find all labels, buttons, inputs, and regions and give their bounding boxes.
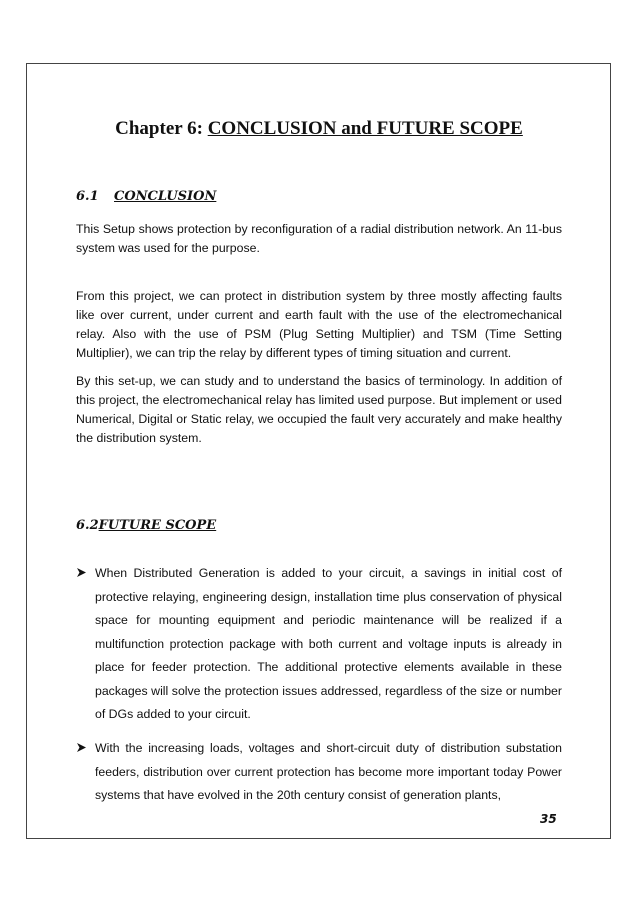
chapter-title-text: CONCLUSION and FUTURE SCOPE <box>207 118 523 139</box>
section-heading-future-scope <box>76 518 216 533</box>
paragraph: This Setup shows protection by reconfiguration of a radial distribution network. An 11-bus system was used for the purpose. <box>76 222 562 255</box>
list-item-text: When Distributed Generation is added to your circuit, a savings in initial cost of protective relaying, engineering design, installation time plus conservation of physical space for mounting equipment and periodic maintenance will be realized if a multifunction protection package with both current and voltage inputs is already in place for feeder protection. The additional protective elements available in these packages will solve the protection issues addressed, regardless of the size or number of DGs added to your circuit. <box>95 566 562 721</box>
section-number: 6.1 <box>76 189 99 204</box>
section-heading-conclusion <box>76 189 216 204</box>
section-title: CONCLUSION <box>114 189 217 204</box>
page-number: 35 <box>540 812 557 826</box>
paragraph: By this set-up, we can study and to understand the basics of terminology. In addition of this project, the electromechanical relay has limited used purpose. But implement or used Numerical, Digital or Static relay, we occupied the fault very accurately and make healthy the distribution system. <box>76 374 562 445</box>
section-title: FUTURE SCOPE <box>98 518 217 533</box>
arrow-bullet-icon <box>76 737 90 760</box>
arrow-bullet-icon <box>76 562 90 585</box>
list-item-text: With the increasing loads, voltages and short-circuit duty of distribution substation feeders, distribution over current protection has become more important today Power systems that have evolved in the 20th century consist of generation plants, <box>95 741 562 802</box>
list-item <box>76 562 562 727</box>
chapter-prefix: Chapter 6: <box>115 118 208 139</box>
list-item <box>76 737 562 808</box>
paragraph: From this project, we can protect in distribution system by three mostly affecting faults like over current, under current and earth fault with the use of the electromechanical relay. Also with the use of PSM (Plug Setting Multiplier) and TSM (Time Setting Multiplier), we can trip the relay by different types of timing situation and current. <box>76 289 562 360</box>
chapter-title <box>0 118 638 140</box>
section-number: 6.2 <box>76 518 99 533</box>
